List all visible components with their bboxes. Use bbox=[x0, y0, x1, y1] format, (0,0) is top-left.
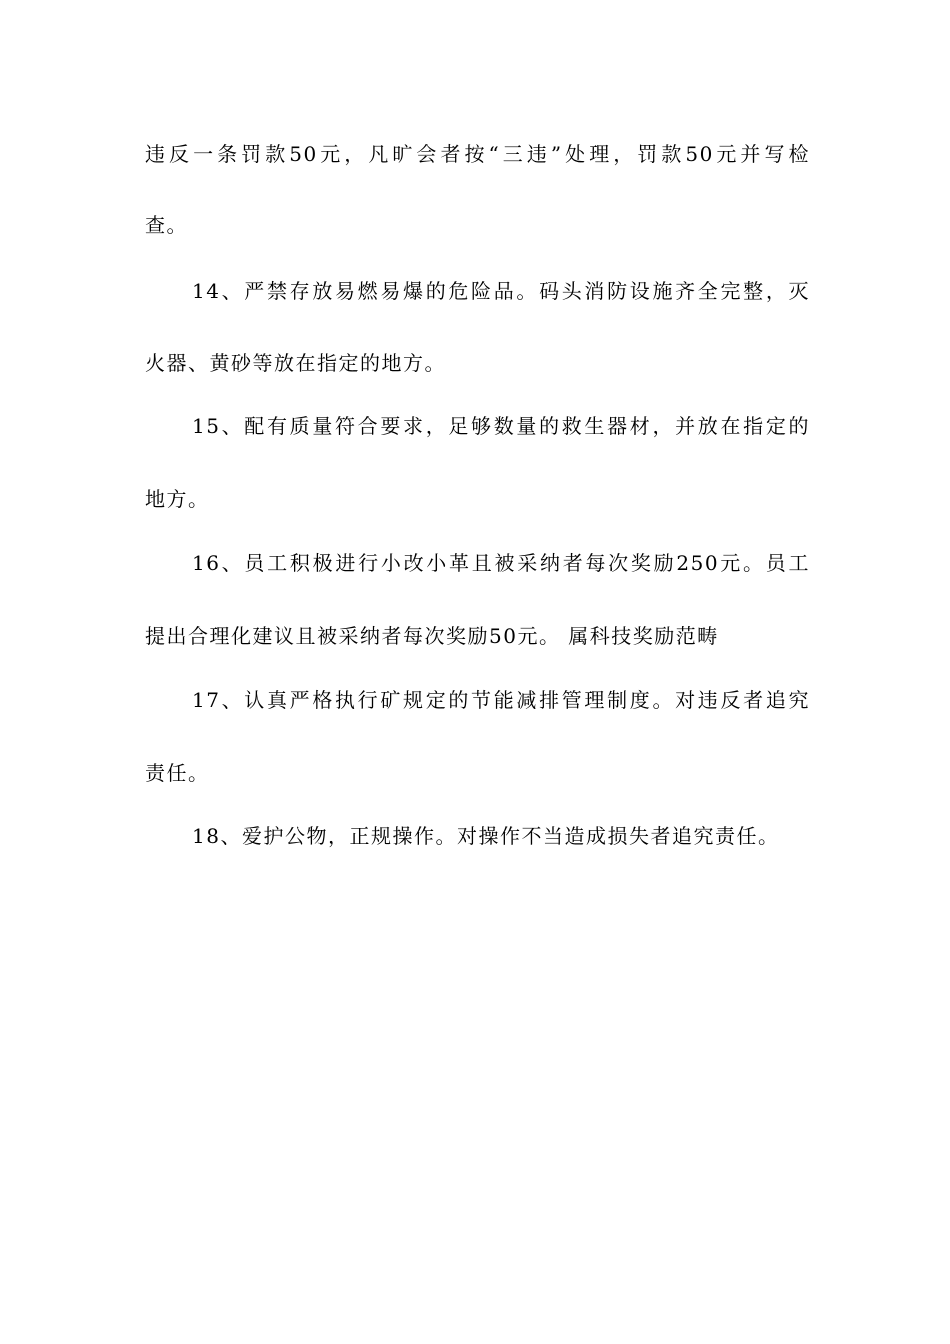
paragraph-18-line-1: 18、爱护公物，正规操作。对操作不当造成损失者追究责任。 bbox=[192, 824, 780, 848]
paragraph-14-line-1: 14、严禁存放易燃易爆的危险品。码头消防设施齐全完整，灭 bbox=[192, 279, 810, 303]
paragraph-13-line-1: 违反一条罚款50元，凡旷会者按“三违”处理，罚款50元并写检 bbox=[145, 142, 810, 166]
paragraph-17-line-2: 责任。 bbox=[145, 761, 210, 785]
paragraph-17-line-1: 17、认真严格执行矿规定的节能减排管理制度。对违反者追究 bbox=[192, 688, 810, 712]
paragraph-13-line-2: 查。 bbox=[145, 213, 188, 237]
paragraph-15-line-2: 地方。 bbox=[145, 487, 210, 511]
paragraph-14-line-2: 火器、黄砂等放在指定的地方。 bbox=[145, 351, 446, 375]
paragraph-16-line-2: 提出合理化建议且被采纳者每次奖励50元。 属科技奖励范畴 bbox=[145, 624, 719, 648]
paragraph-16-line-1: 16、员工积极进行小改小革且被采纳者每次奖励250元。员工 bbox=[192, 551, 810, 575]
paragraph-15-line-1: 15、配有质量符合要求，足够数量的救生器材，并放在指定的 bbox=[192, 414, 810, 438]
